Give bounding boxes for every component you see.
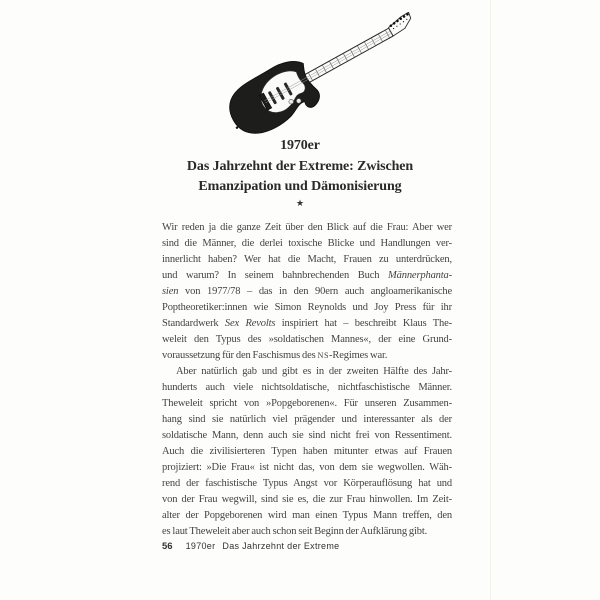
text-line: Standardwerk Sex Revolts inspiriert hat – beschreibt Klaus The-	[162, 318, 452, 329]
page-number: 56	[162, 541, 173, 552]
body-text	[162, 220, 452, 540]
text-line: Wir reden ja die ganze Zeit über den Blick auf die Frau: Aber wer	[162, 222, 452, 233]
text-line: Theweleit spricht von »Popgeborenen«. Für unseren Zusammen-	[162, 398, 452, 409]
text-line: voraussetzung für den Faschismus des NS-Regimes war.	[162, 350, 388, 361]
electric-guitar-illustration	[202, 12, 412, 137]
page-edge-artifact	[490, 0, 491, 600]
text-line: alter der Popgeborenen wird man einen Typus Mann treffen, den	[162, 510, 452, 521]
text-line: innerlicht haben? Wer hat die Macht, Frauen zu unterdrücken,	[162, 254, 452, 265]
text-line: hunderts auch viele nichtsoldatische, nichtfaschistische Männer.	[162, 382, 452, 393]
text-line: es laut Theweleit aber auch schon seit Beginn der Aufklärung gibt.	[162, 526, 428, 537]
text-line: Aber natürlich gab und gibt es in der zweiten Hälfte des Jahr-	[176, 366, 452, 377]
chapter-title-line-2: Emanzipation und Dämonisierung	[198, 179, 402, 194]
text-line: soldatische Mann, denn auch sie sind nicht frei von Ressentiment.	[162, 430, 452, 441]
text-line: Poptheoretiker:innen wie Simon Reynolds und Joy Press für ihr	[162, 302, 452, 313]
text-line: und warum? In seinem bahnbrechenden Buch Männerphanta-	[162, 270, 452, 281]
text-line: hang sind sie natürlich viel prägender und interessanter als der	[162, 414, 452, 425]
text-line: Auch die zivilisierteren Typen haben mitunter etwas auf Frauen	[162, 446, 452, 457]
text-line: sind die Männer, die derlei toxische Blicke und Handlungen ver-	[162, 238, 452, 249]
running-header-title: Das Jahrzehnt der Extreme	[222, 541, 340, 551]
text-line: weleit den Typus des »soldatischen Mannes«, der eine Grund-	[162, 334, 452, 345]
chapter-title-line-1: Das Jahrzehnt der Extreme: Zwischen	[186, 158, 414, 174]
text-line: rend der faschistische Typus Angst vor Körperauflösung hat und	[162, 478, 452, 489]
text-line: sien von 1977/78 – das in den 90ern auch angloamerikanische	[162, 286, 452, 297]
section-divider-star: ★	[295, 198, 305, 208]
text-line: projiziert: »Die Frau« ist nicht das, von dem sie wegwollen. Wäh-	[162, 462, 452, 473]
text-line: von der Frau wegwill, sind sie es, die zur Frau hinwollen. Im Zeit-	[162, 494, 452, 505]
running-header-chapter: 1970er	[185, 541, 216, 551]
chapter-heading	[0, 136, 600, 198]
chapter-kicker: 1970er	[280, 138, 320, 153]
page-footer	[162, 541, 462, 552]
